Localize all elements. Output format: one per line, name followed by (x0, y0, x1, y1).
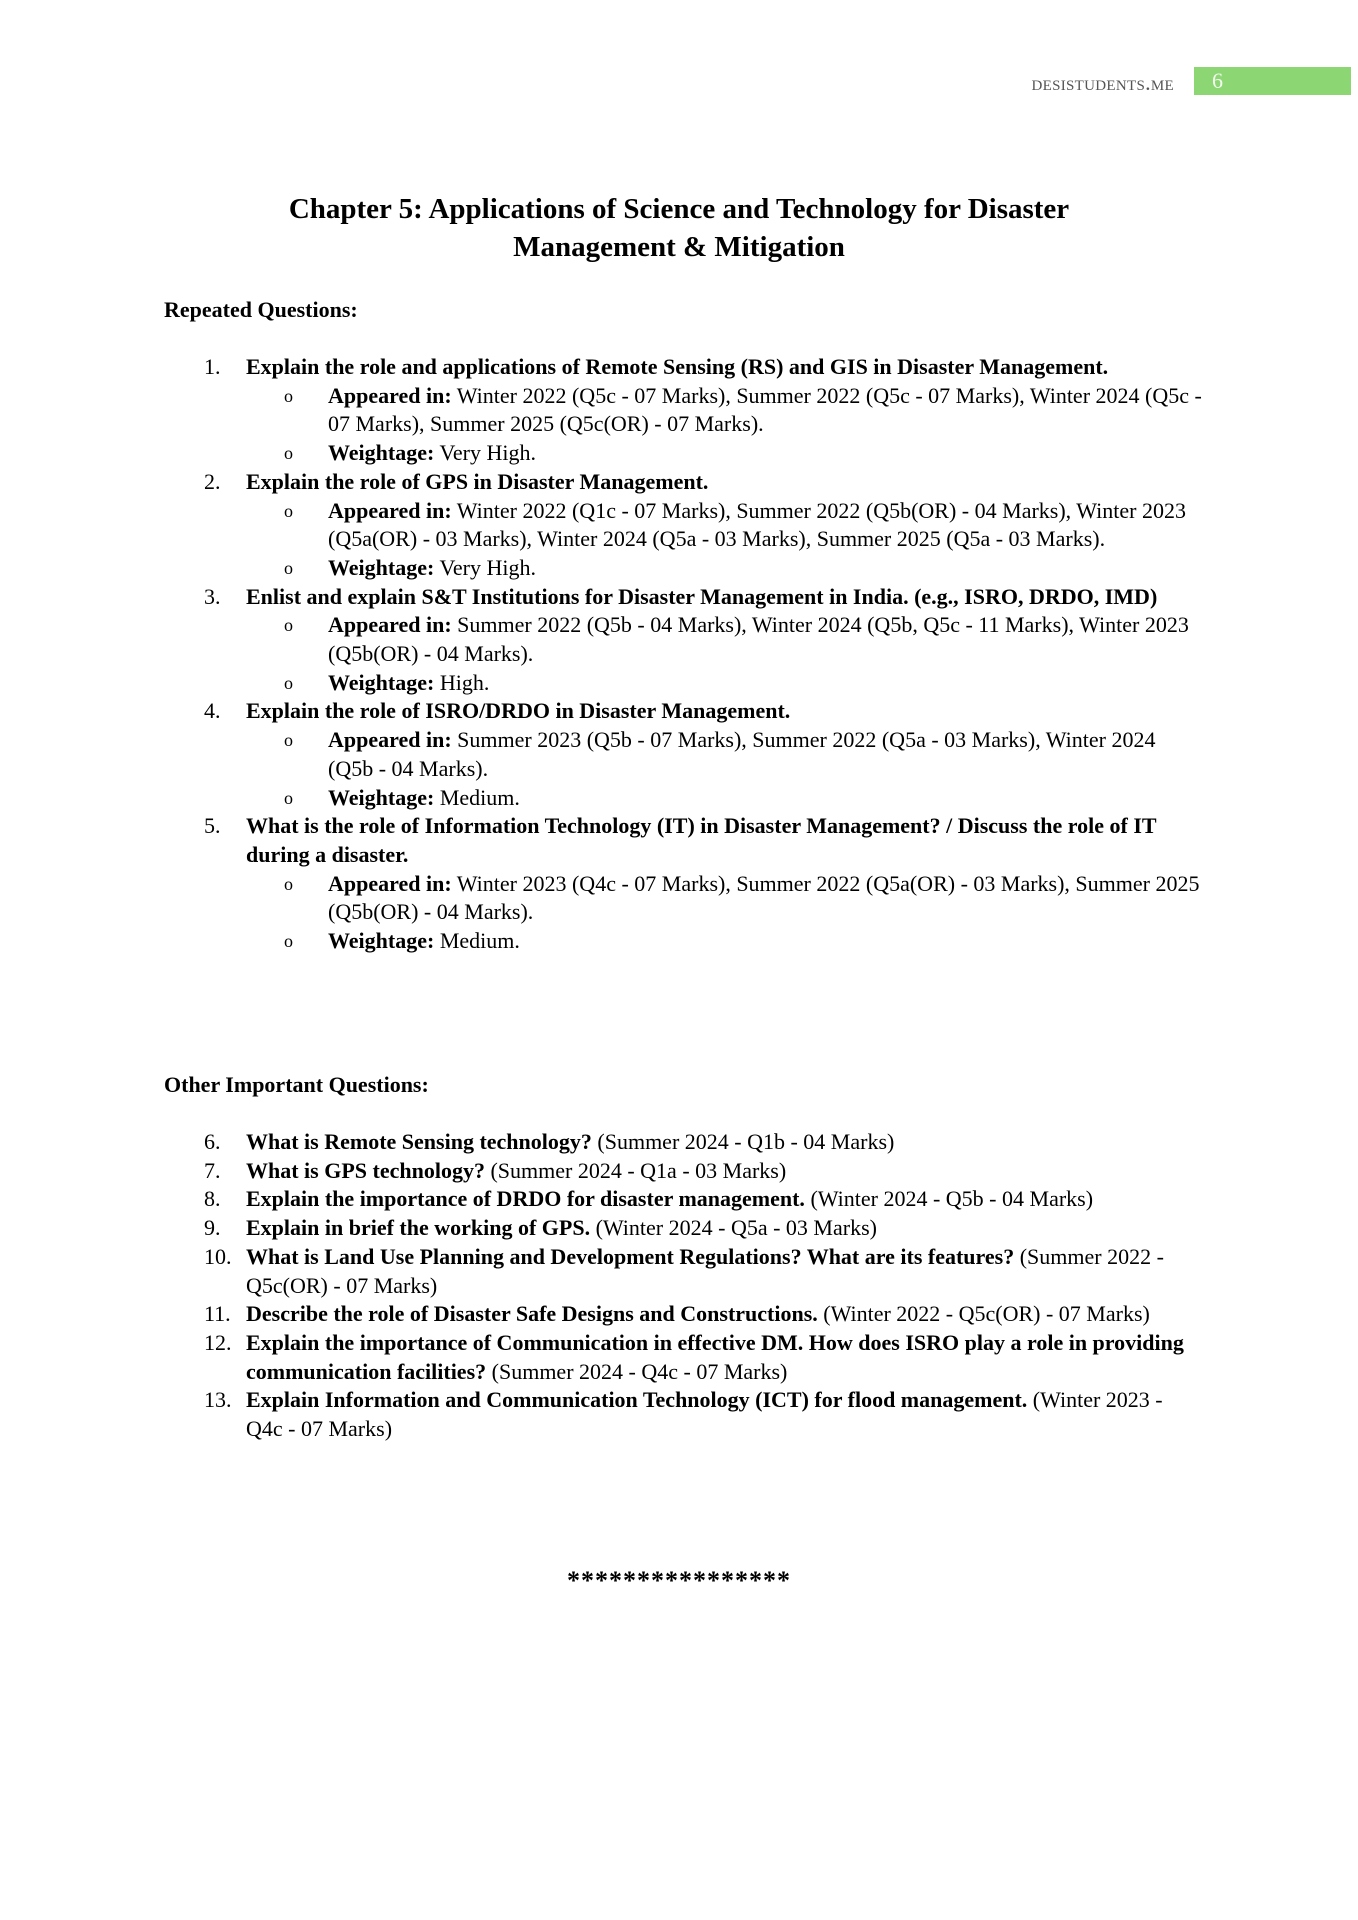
weightage-label: Weightage: (328, 928, 435, 954)
appeared-in-value: Winter 2022 (Q1c - 07 Marks), Summer 2022 (Q5b(OR) - 04 Marks), Winter 2023 (Q5a(OR) - 03 Marks), Winter 2024 (Q5a - 03 Marks), Summer 2025 (Q5a - 03 Marks). (328, 497, 1186, 552)
other-questions-list (164, 1128, 1204, 1444)
appeared-in-value: Winter 2022 (Q5c - 07 Marks), Summer 2022 (Q5c - 07 Marks), Winter 2024 (Q5c - 07 Marks), Summer 2025 (Q5c(OR) - 07 Marks). (328, 382, 1202, 437)
circle-bullet-icon: o (284, 443, 293, 464)
question-number: 8. (204, 1186, 221, 1212)
question-number: 13. (204, 1387, 232, 1413)
question-source: (Winter 2024 - Q5b - 04 Marks) (810, 1186, 1094, 1212)
question-number: 4. (204, 698, 221, 724)
question-source: (Summer 2022 - Q5c(OR) - 07 Marks) (246, 1243, 1164, 1298)
page-number-badge (1194, 67, 1351, 95)
question-number: 1. (204, 354, 221, 379)
weightage-value: Very High. (439, 440, 536, 466)
appeared-in-item (164, 870, 1204, 927)
question-details (246, 870, 1204, 956)
circle-bullet-icon: o (284, 385, 293, 406)
other-question-item (164, 1243, 1204, 1300)
question-number: 3. (204, 583, 221, 609)
chapter-title-line-1: Chapter 5: Applications of Science and Technology for Disaster (288, 193, 1070, 225)
weightage-item (164, 669, 1204, 698)
circle-bullet-icon: o (284, 500, 293, 521)
repeated-question-item (164, 812, 1204, 956)
question-number: 10. (204, 1243, 232, 1269)
repeated-question-item (164, 697, 1204, 812)
question-number: 2. (204, 468, 221, 494)
weightage-label: Weightage: (328, 554, 435, 580)
other-question-item (164, 1329, 1204, 1386)
question-text: What is the role of Information Technology (IT) in Disaster Management? / Discuss the role of IT during a disaster. (246, 813, 1157, 867)
weightage-value: Medium. (439, 928, 520, 954)
repeated-questions-list (164, 353, 1204, 956)
appeared-in-value: Summer 2023 (Q5b - 07 Marks), Summer 2022 (Q5a - 03 Marks), Winter 2024 (Q5b - 04 Marks). (328, 727, 1156, 781)
repeated-question-item (164, 583, 1204, 698)
other-question-item (164, 1157, 1204, 1186)
other-question-item (164, 1128, 1204, 1157)
appeared-in-item (164, 726, 1204, 783)
question-number: 9. (204, 1215, 221, 1241)
question-source: (Winter 2024 - Q5a - 03 Marks) (595, 1215, 877, 1241)
question-number: 12. (204, 1329, 232, 1355)
other-question-item (164, 1386, 1204, 1443)
question-source: (Summer 2024 - Q1b - 04 Marks) (597, 1129, 895, 1154)
appeared-in-item (164, 497, 1204, 554)
question-number: 11. (204, 1301, 231, 1327)
page-header (0, 67, 1358, 97)
question-text: Explain the importance of DRDO for disaster management. (246, 1186, 805, 1212)
question-number: 6. (204, 1129, 221, 1154)
circle-bullet-icon: o (284, 931, 293, 952)
question-source: (Winter 2022 - Q5c(OR) - 07 Marks) (823, 1301, 1150, 1327)
appeared-in-label: Appeared in: (328, 870, 452, 896)
weightage-item (164, 439, 1204, 468)
weightage-value: High. (439, 669, 490, 695)
chapter-title-line-2: Management & Mitigation (513, 231, 845, 263)
question-text: What is Remote Sensing technology? (246, 1129, 592, 1154)
question-details (246, 382, 1204, 468)
circle-bullet-icon: o (284, 672, 293, 693)
weightage-value: Very High. (439, 554, 536, 580)
repeated-questions-heading: Repeated Questions: (164, 297, 358, 322)
question-text: Explain the role of GPS in Disaster Management. (246, 468, 709, 494)
appeared-in-item (164, 382, 1204, 439)
circle-bullet-icon: o (284, 557, 293, 578)
other-question-item (164, 1214, 1204, 1243)
question-details (246, 726, 1204, 812)
circle-bullet-icon: o (284, 873, 293, 894)
brand-name: desistudents.me (1031, 70, 1174, 95)
question-source: (Summer 2024 - Q1a - 03 Marks) (490, 1157, 787, 1183)
question-text: Describe the role of Disaster Safe Designs and Constructions. (246, 1301, 818, 1327)
weightage-item (164, 554, 1204, 583)
repeated-question-item (164, 353, 1204, 468)
appeared-in-value: Summer 2022 (Q5b - 04 Marks), Winter 2024 (Q5b, Q5c - 11 Marks), Winter 2023 (Q5b(OR) - 04 Marks). (328, 612, 1189, 667)
weightage-item (164, 927, 1204, 956)
question-text: What is GPS technology? (246, 1157, 485, 1183)
appeared-in-value: Winter 2023 (Q4c - 07 Marks), Summer 2022 (Q5a(OR) - 03 Marks), Summer 2025 (Q5b(OR) - 04 Marks). (328, 870, 1200, 925)
circle-bullet-icon: o (284, 730, 293, 751)
weightage-label: Weightage: (328, 440, 435, 466)
question-number: 7. (204, 1157, 221, 1183)
appeared-in-label: Appeared in: (328, 497, 452, 523)
appeared-in-item (164, 611, 1204, 668)
weightage-value: Medium. (439, 784, 520, 810)
question-text: Explain the importance of Communication in effective DM. How does ISRO play a role in providing communication facilities? (246, 1329, 1184, 1384)
circle-bullet-icon: o (284, 615, 293, 636)
other-question-item (164, 1300, 1204, 1329)
other-question-item (164, 1185, 1204, 1214)
circle-bullet-icon: o (284, 787, 293, 808)
end-separator: **************** (567, 1566, 791, 1595)
question-details (246, 611, 1204, 697)
question-text: What is Land Use Planning and Development Regulations? What are its features? (246, 1243, 1015, 1269)
question-number: 5. (204, 813, 221, 839)
page-number: 6 (1212, 68, 1223, 93)
question-text: Explain the role and applications of Remote Sensing (RS) and GIS in Disaster Management. (246, 354, 1109, 379)
question-text: Enlist and explain S&T Institutions for Disaster Management in India. (e.g., ISRO, DRDO, IMD) (246, 583, 1158, 609)
weightage-label: Weightage: (328, 784, 435, 810)
chapter-title (0, 190, 1358, 266)
other-questions-heading: Other Important Questions: (164, 1072, 429, 1097)
question-text: Explain Information and Communication Technology (ICT) for flood management. (246, 1387, 1028, 1413)
question-text: Explain in brief the working of GPS. (246, 1215, 591, 1241)
appeared-in-label: Appeared in: (328, 382, 452, 408)
appeared-in-label: Appeared in: (328, 727, 452, 753)
weightage-item (164, 784, 1204, 813)
question-source: (Summer 2024 - Q4c - 07 Marks) (491, 1358, 788, 1384)
question-details (246, 497, 1204, 583)
repeated-question-item (164, 468, 1204, 583)
weightage-label: Weightage: (328, 669, 435, 695)
appeared-in-label: Appeared in: (328, 612, 452, 638)
question-source: (Winter 2023 - Q4c - 07 Marks) (246, 1387, 1163, 1442)
question-text: Explain the role of ISRO/DRDO in Disaster Management. (246, 698, 791, 724)
